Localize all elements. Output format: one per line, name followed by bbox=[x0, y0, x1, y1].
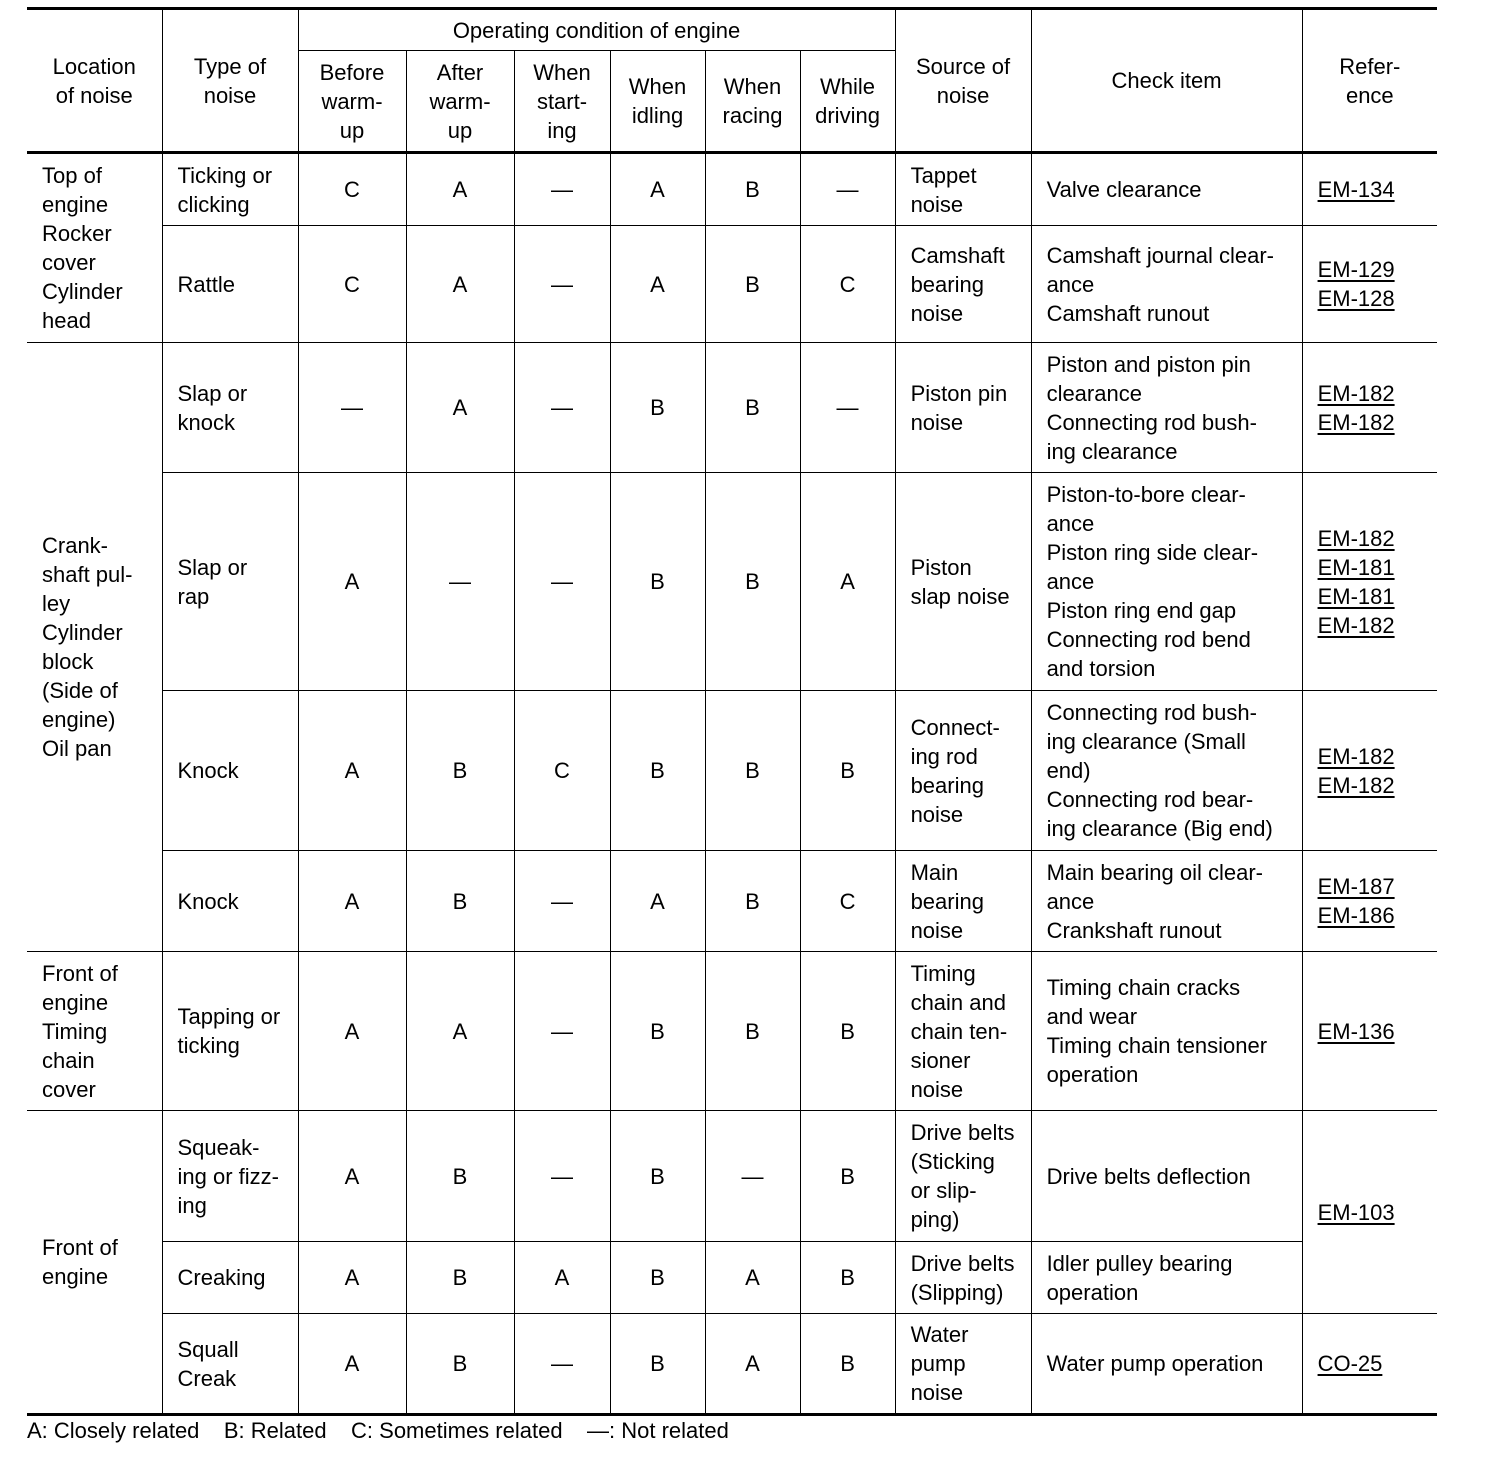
condition-cell: B bbox=[610, 1111, 705, 1242]
table-row bbox=[27, 691, 1437, 851]
condition-cell: C bbox=[800, 226, 895, 343]
condition-cell: — bbox=[514, 1314, 610, 1415]
check-item-cell: Piston and piston pin clearance Connecting rod bush- ing clearance bbox=[1031, 343, 1302, 473]
reference-cell bbox=[1302, 473, 1437, 691]
location-cell: Front of engine bbox=[27, 1111, 162, 1415]
reference-link[interactable]: EM-136 bbox=[1317, 1018, 1395, 1044]
condition-cell: A bbox=[705, 1242, 800, 1314]
reference-link[interactable]: EM-129 bbox=[1317, 257, 1395, 282]
condition-cell: — bbox=[514, 473, 610, 691]
reference-link[interactable]: EM-187 bbox=[1317, 874, 1395, 899]
header-type: Type of noise bbox=[162, 9, 298, 153]
table-body bbox=[27, 153, 1437, 1415]
condition-cell: B bbox=[800, 952, 895, 1111]
condition-cell: A bbox=[298, 473, 406, 691]
condition-cell: B bbox=[406, 851, 514, 952]
condition-cell: B bbox=[800, 691, 895, 851]
source-cell: Piston slap noise bbox=[895, 473, 1031, 691]
check-item-cell: Valve clearance bbox=[1031, 153, 1302, 226]
condition-cell: A bbox=[514, 1242, 610, 1314]
condition-cell: C bbox=[298, 226, 406, 343]
location-cell: Crank- shaft pul- ley Cylinder block (Side of engine) Oil pan bbox=[27, 343, 162, 952]
condition-cell: A bbox=[298, 1111, 406, 1242]
condition-cell: — bbox=[514, 153, 610, 226]
legend: A: Closely related B: Related C: Sometimes related —: Not related bbox=[27, 1418, 729, 1443]
condition-cell: B bbox=[705, 691, 800, 851]
condition-cell: B bbox=[610, 1242, 705, 1314]
check-item-cell: Piston-to-bore clear- ance Piston ring side clear- ance Piston ring end gap Connecting rod bend and torsion bbox=[1031, 473, 1302, 691]
source-cell: Water pump noise bbox=[895, 1314, 1031, 1415]
condition-cell: B bbox=[610, 1314, 705, 1415]
check-item-cell: Main bearing oil clear- ance Crankshaft runout bbox=[1031, 851, 1302, 952]
condition-cell: A bbox=[406, 226, 514, 343]
header-check-item: Check item bbox=[1031, 9, 1302, 153]
type-cell: Slap or knock bbox=[162, 343, 298, 473]
header-while-driving: While driving bbox=[800, 51, 895, 153]
reference-link[interactable]: EM-103 bbox=[1317, 1199, 1395, 1225]
condition-cell: B bbox=[610, 952, 705, 1111]
condition-cell: B bbox=[800, 1111, 895, 1242]
reference-link[interactable]: EM-182 bbox=[1317, 525, 1395, 551]
reference-cell bbox=[1302, 1111, 1437, 1314]
type-cell: Rattle bbox=[162, 226, 298, 343]
condition-cell: — bbox=[514, 343, 610, 473]
type-cell: Squall Creak bbox=[162, 1314, 298, 1415]
table-header bbox=[27, 9, 1437, 153]
source-cell: Piston pin noise bbox=[895, 343, 1031, 473]
header-before-warmup: Before warm- up bbox=[298, 51, 406, 153]
condition-cell: A bbox=[298, 1242, 406, 1314]
type-cell: Ticking or clicking bbox=[162, 153, 298, 226]
reference-link[interactable]: EM-181 bbox=[1317, 583, 1395, 609]
header-source: Source of noise bbox=[895, 9, 1031, 153]
condition-cell: B bbox=[406, 1242, 514, 1314]
condition-cell: A bbox=[298, 1314, 406, 1415]
condition-cell: C bbox=[514, 691, 610, 851]
source-cell: Timing chain and chain ten- sioner noise bbox=[895, 952, 1031, 1111]
table-row bbox=[27, 343, 1437, 473]
condition-cell: A bbox=[406, 952, 514, 1111]
reference-link[interactable]: EM-182 bbox=[1317, 409, 1395, 435]
table-row bbox=[27, 952, 1437, 1111]
engine-noise-table bbox=[27, 7, 1437, 1416]
reference-link[interactable]: EM-182 bbox=[1317, 612, 1395, 638]
reference-link[interactable]: EM-181 bbox=[1317, 554, 1395, 580]
table-row bbox=[27, 473, 1437, 691]
table-row bbox=[27, 1314, 1437, 1415]
condition-cell: — bbox=[514, 851, 610, 952]
table-row bbox=[27, 1111, 1437, 1242]
condition-cell: — bbox=[298, 343, 406, 473]
condition-cell: A bbox=[610, 153, 705, 226]
condition-cell: — bbox=[514, 1111, 610, 1242]
condition-cell: B bbox=[406, 691, 514, 851]
reference-link[interactable]: EM-182 bbox=[1317, 772, 1395, 798]
condition-cell: A bbox=[406, 153, 514, 226]
reference-cell bbox=[1302, 952, 1437, 1111]
check-item-cell: Camshaft journal clear- ance Camshaft runout bbox=[1031, 226, 1302, 343]
table-row bbox=[27, 1242, 1437, 1314]
header-when-idling: When idling bbox=[610, 51, 705, 153]
condition-cell: B bbox=[705, 226, 800, 343]
reference-link[interactable]: EM-134 bbox=[1317, 177, 1395, 202]
check-item-cell: Drive belts deflection bbox=[1031, 1111, 1302, 1242]
condition-cell: A bbox=[610, 851, 705, 952]
condition-cell: A bbox=[800, 473, 895, 691]
reference-link[interactable]: EM-182 bbox=[1317, 743, 1395, 769]
header-when-racing: When racing bbox=[705, 51, 800, 153]
source-cell: Tappet noise bbox=[895, 153, 1031, 226]
header-location: Location of noise bbox=[27, 9, 162, 153]
table-row bbox=[27, 153, 1437, 226]
condition-cell: A bbox=[298, 691, 406, 851]
type-cell: Tapping or ticking bbox=[162, 952, 298, 1111]
condition-cell: B bbox=[406, 1111, 514, 1242]
source-cell: Camshaft bearing noise bbox=[895, 226, 1031, 343]
condition-cell: B bbox=[610, 343, 705, 473]
reference-link[interactable]: EM-182 bbox=[1317, 380, 1395, 406]
header-after-warmup: After warm- up bbox=[406, 51, 514, 153]
reference-cell bbox=[1302, 343, 1437, 473]
type-cell: Slap or rap bbox=[162, 473, 298, 691]
header-reference: Refer- ence bbox=[1302, 9, 1437, 153]
condition-cell: — bbox=[514, 226, 610, 343]
reference-link[interactable]: CO-25 bbox=[1317, 1351, 1383, 1376]
condition-cell: B bbox=[800, 1314, 895, 1415]
condition-cell: B bbox=[705, 952, 800, 1111]
condition-cell: A bbox=[705, 1314, 800, 1415]
table-row bbox=[27, 851, 1437, 952]
source-cell: Drive belts (Slipping) bbox=[895, 1242, 1031, 1314]
type-cell: Knock bbox=[162, 851, 298, 952]
condition-cell: B bbox=[705, 153, 800, 226]
check-item-cell: Idler pulley bearing operation bbox=[1031, 1242, 1302, 1314]
type-cell: Creaking bbox=[162, 1242, 298, 1314]
check-item-cell: Connecting rod bush- ing clearance (Small end) Connecting rod bear- ing clearance (Big end) bbox=[1031, 691, 1302, 851]
condition-cell: A bbox=[610, 226, 705, 343]
condition-cell: B bbox=[610, 473, 705, 691]
condition-cell: — bbox=[800, 343, 895, 473]
type-cell: Squeak- ing or fizz- ing bbox=[162, 1111, 298, 1242]
reference-cell bbox=[1302, 691, 1437, 851]
condition-cell: A bbox=[406, 343, 514, 473]
reference-cell bbox=[1302, 226, 1437, 343]
reference-link[interactable]: EM-186 bbox=[1317, 903, 1395, 928]
condition-cell: C bbox=[800, 851, 895, 952]
reference-cell bbox=[1302, 851, 1437, 952]
reference-cell bbox=[1302, 1314, 1437, 1415]
check-item-cell: Timing chain cracks and wear Timing chain tensioner operation bbox=[1031, 952, 1302, 1111]
condition-cell: — bbox=[514, 952, 610, 1111]
condition-cell: B bbox=[705, 343, 800, 473]
reference-link[interactable]: EM-128 bbox=[1317, 286, 1395, 311]
source-cell: Connect- ing rod bearing noise bbox=[895, 691, 1031, 851]
header-operating-condition: Operating condition of engine bbox=[298, 9, 895, 51]
table-row bbox=[27, 226, 1437, 343]
condition-cell: B bbox=[800, 1242, 895, 1314]
type-cell: Knock bbox=[162, 691, 298, 851]
condition-cell: B bbox=[406, 1314, 514, 1415]
source-cell: Drive belts (Sticking or slip- ping) bbox=[895, 1111, 1031, 1242]
condition-cell: A bbox=[298, 952, 406, 1111]
location-cell: Top of engine Rocker cover Cylinder head bbox=[27, 153, 162, 343]
check-item-cell: Water pump operation bbox=[1031, 1314, 1302, 1415]
condition-cell: B bbox=[705, 473, 800, 691]
condition-cell: — bbox=[406, 473, 514, 691]
source-cell: Main bearing noise bbox=[895, 851, 1031, 952]
condition-cell: — bbox=[705, 1111, 800, 1242]
reference-cell bbox=[1302, 153, 1437, 226]
header-when-starting: When start- ing bbox=[514, 51, 610, 153]
location-cell: Front of engine Timing chain cover bbox=[27, 952, 162, 1111]
condition-cell: B bbox=[705, 851, 800, 952]
condition-cell: A bbox=[298, 851, 406, 952]
condition-cell: C bbox=[298, 153, 406, 226]
condition-cell: — bbox=[800, 153, 895, 226]
condition-cell: B bbox=[610, 691, 705, 851]
